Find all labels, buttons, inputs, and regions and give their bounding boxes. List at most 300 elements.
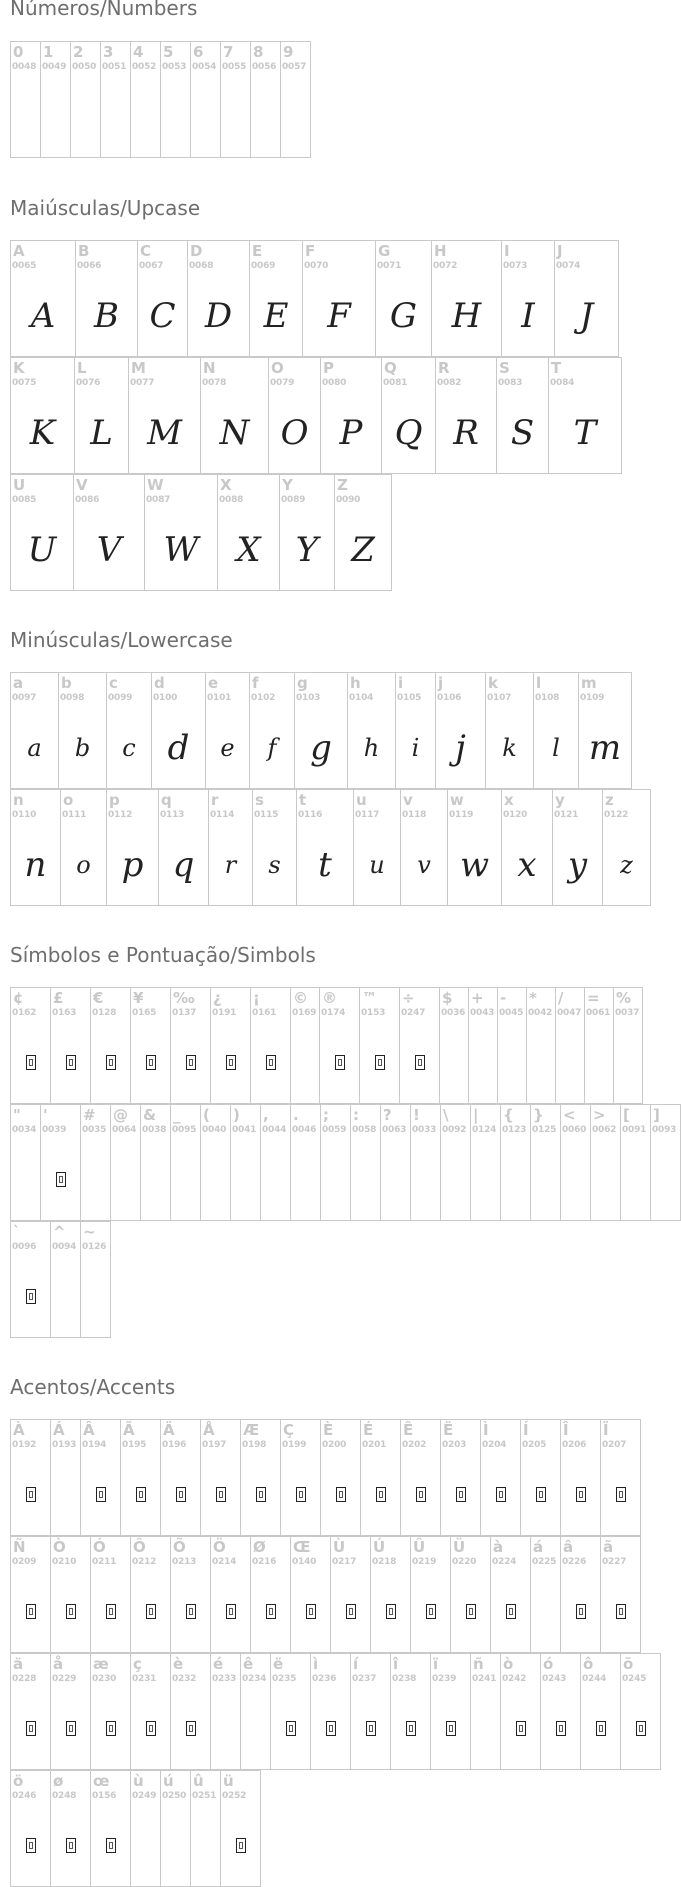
missing-glyph-box-icon bbox=[326, 1721, 336, 1736]
glyph-character-label: n bbox=[13, 791, 24, 809]
glyph-row-upcase-1 bbox=[10, 240, 618, 357]
missing-glyph-icon bbox=[561, 1571, 600, 1652]
glyph-cell bbox=[106, 789, 159, 906]
glyph-character-label: ( bbox=[203, 1106, 210, 1124]
missing-glyph-box-icon bbox=[466, 1604, 476, 1619]
glyph-preview: k bbox=[502, 733, 517, 762]
glyph-character-label: W bbox=[147, 476, 164, 494]
glyph-code-label: 0225 bbox=[532, 1557, 557, 1567]
glyph-cell bbox=[187, 240, 250, 357]
glyph-cell bbox=[602, 789, 651, 906]
glyph-character-label: ø bbox=[53, 1772, 64, 1790]
glyph-code-label: 0213 bbox=[172, 1557, 197, 1567]
missing-glyph-box-icon bbox=[636, 1721, 646, 1736]
glyph-character-label: ) bbox=[233, 1106, 240, 1124]
glyph-cell bbox=[10, 357, 75, 474]
glyph-preview: C bbox=[149, 295, 176, 336]
glyph-preview: e bbox=[220, 733, 235, 762]
glyph-character-label: ù bbox=[133, 1772, 144, 1790]
glyph-character-label: Ò bbox=[53, 1538, 66, 1556]
missing-glyph-icon bbox=[51, 1688, 90, 1769]
glyph-cell bbox=[130, 987, 171, 1104]
glyph-character-label: ò bbox=[503, 1655, 514, 1673]
glyph-preview: I bbox=[521, 295, 535, 336]
glyph-preview: c bbox=[122, 733, 136, 762]
missing-glyph-icon bbox=[601, 1454, 640, 1535]
glyph-character-label: Y bbox=[282, 476, 293, 494]
glyph-code-label: 0107 bbox=[487, 693, 512, 703]
glyph-code-label: 0042 bbox=[528, 1008, 553, 1018]
missing-glyph-icon bbox=[401, 1454, 440, 1535]
glyph-code-label: 0126 bbox=[82, 1242, 107, 1252]
glyph-character-label: + bbox=[471, 989, 484, 1007]
glyph-cell bbox=[533, 672, 579, 789]
glyph-character-label: | bbox=[473, 1106, 479, 1124]
glyph-code-label: 0233 bbox=[212, 1674, 237, 1684]
missing-glyph-box-icon bbox=[516, 1721, 526, 1736]
glyph-character-label: 9 bbox=[283, 43, 294, 61]
glyph-code-label: 0044 bbox=[262, 1125, 287, 1135]
glyph-cell bbox=[80, 1104, 111, 1221]
missing-glyph-box-icon bbox=[335, 1055, 345, 1070]
glyph-character-label: ú bbox=[163, 1772, 174, 1790]
glyph-cell bbox=[360, 1419, 401, 1536]
glyph-character-label: â bbox=[563, 1538, 574, 1556]
missing-glyph-box-icon bbox=[616, 1487, 626, 1502]
glyph-preview: U bbox=[27, 529, 57, 570]
glyph-cell bbox=[350, 1104, 381, 1221]
glyph-code-label: 0050 bbox=[72, 62, 97, 72]
glyph-cell bbox=[10, 1536, 51, 1653]
glyph-cell bbox=[620, 1653, 661, 1770]
glyph-cell bbox=[320, 357, 382, 474]
glyph-character-label: õ bbox=[623, 1655, 634, 1673]
glyph-code-label: 0232 bbox=[172, 1674, 197, 1684]
glyph-row-upcase-2 bbox=[10, 357, 621, 474]
glyph-cell bbox=[554, 240, 619, 357]
glyph-code-label: 0212 bbox=[132, 1557, 157, 1567]
glyph-character-label: © bbox=[293, 989, 308, 1007]
glyph-code-label: 0034 bbox=[12, 1125, 37, 1135]
glyph-code-label: 0114 bbox=[210, 810, 235, 820]
glyph-cell bbox=[447, 789, 502, 906]
glyph-code-label: 0081 bbox=[383, 378, 408, 388]
glyph-cell bbox=[520, 1419, 561, 1536]
missing-glyph-box-icon bbox=[406, 1721, 416, 1736]
glyph-cell bbox=[400, 1419, 441, 1536]
missing-glyph-box-icon bbox=[375, 1055, 385, 1070]
glyph-code-label: 0210 bbox=[52, 1557, 77, 1567]
missing-glyph-icon bbox=[311, 1688, 350, 1769]
glyph-character-label: è bbox=[173, 1655, 184, 1673]
glyph-cell bbox=[10, 1770, 51, 1887]
glyph-code-label: 0064 bbox=[112, 1125, 137, 1135]
missing-glyph-icon bbox=[11, 1454, 50, 1535]
glyph-cell bbox=[359, 987, 400, 1104]
glyph-character-label: & bbox=[143, 1106, 157, 1124]
glyph-character-label: C bbox=[140, 242, 152, 260]
glyph-cell bbox=[200, 357, 269, 474]
missing-glyph-icon bbox=[391, 1688, 430, 1769]
glyph-character-label: t bbox=[299, 791, 307, 809]
glyph-code-label: 0098 bbox=[60, 693, 85, 703]
missing-glyph-box-icon bbox=[296, 1487, 306, 1502]
missing-glyph-box-icon bbox=[146, 1055, 156, 1070]
glyph-preview: f bbox=[267, 733, 277, 762]
glyph-code-label: 0062 bbox=[592, 1125, 617, 1135]
glyph-character-label: w bbox=[450, 791, 464, 809]
glyph-preview: v bbox=[417, 850, 431, 879]
glyph-cell bbox=[580, 1653, 621, 1770]
glyph-code-label: 0048 bbox=[12, 62, 37, 72]
missing-glyph-icon bbox=[481, 1454, 520, 1535]
glyph-character-label: X bbox=[220, 476, 232, 494]
glyph-cell bbox=[220, 1770, 261, 1887]
glyph-preview: j bbox=[455, 727, 466, 768]
glyph-cell bbox=[400, 789, 448, 906]
glyph-code-label: 0195 bbox=[122, 1440, 147, 1450]
glyph-character-label: \ bbox=[443, 1106, 449, 1124]
glyph-code-label: 0110 bbox=[12, 810, 37, 820]
glyph-code-label: 0049 bbox=[42, 62, 67, 72]
missing-glyph-box-icon bbox=[576, 1604, 586, 1619]
glyph-preview: Z bbox=[351, 529, 375, 570]
glyph-code-label: 0097 bbox=[12, 693, 37, 703]
glyph-character-label: p bbox=[109, 791, 120, 809]
glyph-code-label: 0067 bbox=[139, 261, 164, 271]
glyph-cell bbox=[106, 672, 152, 789]
missing-glyph-box-icon bbox=[556, 1721, 566, 1736]
glyph-code-label: 0244 bbox=[582, 1674, 607, 1684]
missing-glyph-box-icon bbox=[66, 1604, 76, 1619]
glyph-code-label: 0251 bbox=[192, 1791, 217, 1801]
glyph-code-label: 0090 bbox=[336, 495, 361, 505]
glyph-code-label: 0156 bbox=[92, 1791, 117, 1801]
glyph-code-label: 0099 bbox=[108, 693, 133, 703]
glyph-character-label: Ñ bbox=[13, 1538, 26, 1556]
glyph-cell bbox=[250, 41, 281, 158]
glyph-code-label: 0162 bbox=[12, 1008, 37, 1018]
glyph-character-label: ï bbox=[433, 1655, 439, 1673]
glyph-code-label: 0112 bbox=[108, 810, 133, 820]
glyph-cell bbox=[210, 987, 251, 1104]
glyph-cell bbox=[294, 672, 348, 789]
missing-glyph-icon bbox=[351, 1688, 390, 1769]
glyph-preview: M bbox=[147, 412, 182, 453]
glyph-cell bbox=[250, 1536, 291, 1653]
glyph-code-label: 0163 bbox=[52, 1008, 77, 1018]
glyph-cell bbox=[158, 789, 209, 906]
glyph-code-label: 0106 bbox=[437, 693, 462, 703]
glyph-preview: V bbox=[96, 529, 122, 570]
missing-glyph-box-icon bbox=[226, 1055, 236, 1070]
glyph-character-label: K bbox=[13, 359, 25, 377]
glyph-cell bbox=[210, 1653, 241, 1770]
glyph-code-label: 0216 bbox=[252, 1557, 277, 1567]
glyph-preview: o bbox=[76, 850, 91, 879]
glyph-code-label: 0209 bbox=[12, 1557, 37, 1567]
glyph-character-label: É bbox=[363, 1421, 374, 1439]
glyph-character-label: 2 bbox=[73, 43, 84, 61]
glyph-preview: W bbox=[163, 529, 199, 570]
glyph-character-label: { bbox=[503, 1106, 514, 1124]
missing-glyph-box-icon bbox=[26, 1838, 36, 1853]
glyph-cell bbox=[10, 474, 74, 591]
glyph-code-label: 0205 bbox=[522, 1440, 547, 1450]
glyph-character-label: i bbox=[398, 674, 404, 692]
glyph-character-label: Œ bbox=[293, 1538, 311, 1556]
glyph-character-label: ¿ bbox=[213, 989, 222, 1007]
glyph-cell bbox=[500, 1104, 531, 1221]
missing-glyph-box-icon bbox=[616, 1604, 626, 1619]
glyph-preview: y bbox=[567, 844, 588, 885]
missing-glyph-icon bbox=[51, 1022, 90, 1103]
glyph-cell bbox=[620, 1104, 651, 1221]
glyph-code-label: 0242 bbox=[502, 1674, 527, 1684]
glyph-code-label: 0236 bbox=[312, 1674, 337, 1684]
missing-glyph-icon bbox=[201, 1454, 240, 1535]
glyph-character-label: h bbox=[350, 674, 361, 692]
glyph-cell bbox=[10, 240, 76, 357]
glyph-code-label: 0089 bbox=[281, 495, 306, 505]
glyph-cell bbox=[190, 1770, 221, 1887]
glyph-cell bbox=[130, 1653, 171, 1770]
glyph-code-label: 0174 bbox=[321, 1008, 346, 1018]
glyph-code-label: 0077 bbox=[130, 378, 155, 388]
glyph-cell bbox=[268, 357, 321, 474]
glyph-cell bbox=[90, 1536, 131, 1653]
missing-glyph-icon bbox=[91, 1022, 130, 1103]
glyph-character-label: D bbox=[190, 242, 203, 260]
missing-glyph-icon bbox=[251, 1022, 290, 1103]
glyph-cell bbox=[50, 1419, 81, 1536]
glyph-code-label: 0061 bbox=[586, 1008, 611, 1018]
glyph-character-label: ^ bbox=[53, 1223, 66, 1241]
glyph-character-label: Í bbox=[523, 1421, 529, 1439]
glyph-cell bbox=[290, 987, 320, 1104]
glyph-cell bbox=[128, 357, 201, 474]
glyph-code-label: 0241 bbox=[472, 1674, 497, 1684]
glyph-character-label: Ê bbox=[403, 1421, 414, 1439]
glyph-character-label: : bbox=[353, 1106, 359, 1124]
glyph-character-label: j bbox=[438, 674, 444, 692]
glyph-code-label: 0103 bbox=[296, 693, 321, 703]
glyph-code-label: 0058 bbox=[352, 1125, 377, 1135]
glyph-code-label: 0093 bbox=[652, 1125, 677, 1135]
glyph-cell bbox=[74, 357, 129, 474]
glyph-cell bbox=[347, 672, 396, 789]
glyph-character-label: Ö bbox=[213, 1538, 226, 1556]
glyph-character-label: a bbox=[13, 674, 24, 692]
glyph-character-label: q bbox=[161, 791, 172, 809]
glyph-character-label: P bbox=[323, 359, 334, 377]
glyph-cell bbox=[431, 240, 502, 357]
glyph-code-label: 0035 bbox=[82, 1125, 107, 1135]
missing-glyph-icon bbox=[131, 1688, 170, 1769]
missing-glyph-box-icon bbox=[146, 1604, 156, 1619]
glyph-code-label: 0108 bbox=[535, 693, 560, 703]
glyph-character-label: J bbox=[557, 242, 563, 260]
glyph-code-label: 0118 bbox=[402, 810, 427, 820]
missing-glyph-box-icon bbox=[426, 1604, 436, 1619]
glyph-preview: N bbox=[219, 412, 250, 453]
glyph-cell bbox=[80, 1419, 121, 1536]
glyph-character-label: Ì bbox=[483, 1421, 489, 1439]
glyph-character-label: Z bbox=[337, 476, 348, 494]
glyph-code-label: 0153 bbox=[361, 1008, 386, 1018]
glyph-cell bbox=[435, 357, 497, 474]
glyph-code-label: 0092 bbox=[442, 1125, 467, 1135]
glyph-code-label: 0234 bbox=[242, 1674, 267, 1684]
missing-glyph-icon bbox=[81, 1454, 120, 1535]
glyph-preview: L bbox=[90, 412, 113, 453]
glyph-cell bbox=[334, 474, 392, 591]
glyph-character-label: # bbox=[83, 1106, 96, 1124]
missing-glyph-icon bbox=[11, 1022, 50, 1103]
glyph-preview: h bbox=[363, 733, 380, 762]
missing-glyph-icon bbox=[431, 1688, 470, 1769]
missing-glyph-icon bbox=[281, 1454, 320, 1535]
glyph-code-label: 0053 bbox=[162, 62, 187, 72]
missing-glyph-box-icon bbox=[106, 1604, 116, 1619]
glyph-code-label: 0039 bbox=[42, 1125, 67, 1135]
glyph-character-label: ? bbox=[383, 1106, 392, 1124]
glyph-cell bbox=[73, 474, 145, 591]
glyph-character-label: [ bbox=[623, 1106, 630, 1124]
glyph-character-label: ~ bbox=[83, 1223, 96, 1241]
glyph-cell bbox=[470, 1653, 501, 1770]
glyph-character-label: G bbox=[378, 242, 391, 260]
glyph-cell bbox=[120, 1419, 161, 1536]
missing-glyph-box-icon bbox=[456, 1487, 466, 1502]
glyph-character-label: ì bbox=[313, 1655, 319, 1673]
glyph-character-label: ‰ bbox=[173, 989, 195, 1007]
glyph-cell bbox=[230, 1104, 261, 1221]
glyph-preview: a bbox=[27, 733, 42, 762]
glyph-character-label: v bbox=[403, 791, 413, 809]
glyph-code-label: 0063 bbox=[382, 1125, 407, 1135]
glyph-cell bbox=[10, 1221, 51, 1338]
glyph-character-label: Ã bbox=[123, 1421, 135, 1439]
glyph-cell bbox=[90, 1653, 131, 1770]
glyph-code-label: 0041 bbox=[232, 1125, 257, 1135]
glyph-character-label: L bbox=[77, 359, 87, 377]
glyph-cell bbox=[440, 1419, 481, 1536]
glyph-cell bbox=[260, 1104, 291, 1221]
glyph-character-label: á bbox=[533, 1538, 544, 1556]
glyph-cell bbox=[501, 240, 555, 357]
glyph-character-label: Å bbox=[203, 1421, 215, 1439]
glyph-preview: n bbox=[24, 844, 47, 885]
glyph-code-label: 0038 bbox=[142, 1125, 167, 1135]
glyph-code-label: 0121 bbox=[554, 810, 579, 820]
glyph-preview: s bbox=[268, 850, 281, 879]
missing-glyph-box-icon bbox=[576, 1487, 586, 1502]
missing-glyph-icon bbox=[291, 1571, 330, 1652]
glyph-preview: E bbox=[263, 295, 289, 336]
glyph-code-label: 0046 bbox=[292, 1125, 317, 1135]
glyph-cell bbox=[439, 987, 469, 1104]
glyph-preview: q bbox=[172, 844, 195, 885]
glyph-code-label: 0115 bbox=[254, 810, 279, 820]
glyph-character-label: A bbox=[13, 242, 25, 260]
glyph-character-label: Ü bbox=[453, 1538, 466, 1556]
glyph-cell bbox=[430, 1653, 471, 1770]
glyph-character-label: U bbox=[13, 476, 26, 494]
glyph-cell bbox=[130, 1770, 161, 1887]
glyph-preview: m bbox=[588, 727, 622, 768]
missing-glyph-box-icon bbox=[236, 1838, 246, 1853]
glyph-cell bbox=[80, 1221, 111, 1338]
glyph-cell bbox=[399, 987, 440, 1104]
glyph-code-label: 0198 bbox=[242, 1440, 267, 1450]
glyph-cell bbox=[390, 1653, 431, 1770]
missing-glyph-icon bbox=[161, 1454, 200, 1535]
glyph-code-label: 0161 bbox=[252, 1008, 277, 1018]
missing-glyph-icon bbox=[331, 1571, 370, 1652]
glyph-code-label: 0206 bbox=[562, 1440, 587, 1450]
glyph-character-label: ; bbox=[323, 1106, 329, 1124]
missing-glyph-icon bbox=[91, 1805, 130, 1886]
glyph-cell bbox=[280, 1419, 321, 1536]
glyph-cell bbox=[240, 1419, 281, 1536]
glyph-character-label: b bbox=[61, 674, 72, 692]
glyph-preview: Q bbox=[394, 412, 423, 453]
glyph-code-label: 0165 bbox=[132, 1008, 157, 1018]
glyph-character-label: Û bbox=[413, 1538, 426, 1556]
missing-glyph-icon bbox=[451, 1571, 490, 1652]
glyph-cell bbox=[210, 1536, 251, 1653]
glyph-character-label: < bbox=[563, 1106, 576, 1124]
missing-glyph-icon bbox=[91, 1571, 130, 1652]
glyph-preview: l bbox=[552, 733, 560, 762]
missing-glyph-icon bbox=[11, 1256, 50, 1337]
glyph-cell bbox=[540, 1653, 581, 1770]
glyph-cell bbox=[600, 1419, 641, 1536]
glyph-preview: O bbox=[280, 412, 309, 453]
glyph-code-label: 0091 bbox=[622, 1125, 647, 1135]
glyph-code-label: 0080 bbox=[322, 378, 347, 388]
glyph-row-accents-1 bbox=[10, 1419, 640, 1536]
glyph-character-label: Ù bbox=[333, 1538, 346, 1556]
glyph-code-label: 0096 bbox=[12, 1242, 37, 1252]
glyph-code-label: 0051 bbox=[102, 62, 127, 72]
glyph-cell bbox=[10, 672, 59, 789]
glyph-row-accents-2 bbox=[10, 1536, 640, 1653]
glyph-code-label: 0109 bbox=[580, 693, 605, 703]
glyph-character-label: À bbox=[13, 1421, 25, 1439]
glyph-character-label: 7 bbox=[223, 43, 234, 61]
glyph-character-label: } bbox=[533, 1106, 544, 1124]
glyph-character-label: N bbox=[203, 359, 216, 377]
glyph-character-label: Ç bbox=[283, 1421, 295, 1439]
glyph-cell bbox=[170, 1653, 211, 1770]
glyph-cell bbox=[485, 672, 534, 789]
glyph-code-label: 0247 bbox=[401, 1008, 426, 1018]
glyph-cell bbox=[450, 1536, 491, 1653]
glyph-cell bbox=[130, 41, 161, 158]
glyph-cell bbox=[560, 1536, 601, 1653]
glyph-cell bbox=[70, 41, 101, 158]
glyph-preview: b bbox=[74, 733, 91, 762]
missing-glyph-icon bbox=[171, 1022, 210, 1103]
glyph-code-label: 0245 bbox=[622, 1674, 647, 1684]
glyph-character-label: k bbox=[488, 674, 498, 692]
glyph-code-label: 0083 bbox=[498, 378, 523, 388]
glyph-cell bbox=[170, 1104, 201, 1221]
glyph-code-label: 0193 bbox=[52, 1440, 77, 1450]
glyph-character-label: ë bbox=[273, 1655, 284, 1673]
